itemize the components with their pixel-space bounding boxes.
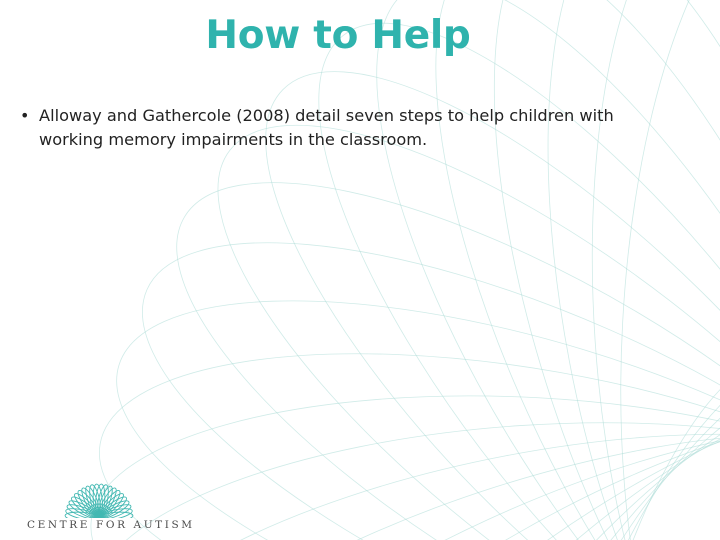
spirograph-loop [422,315,720,540]
spirograph-loop [232,302,720,540]
spirograph-loop [86,152,720,540]
spirograph-loop [288,303,720,540]
sunburst-logo-icon [20,474,140,518]
spirograph-loop [282,0,720,540]
spirograph-loop [496,327,720,540]
spirograph-loop [345,0,720,540]
spirograph-loop [88,336,720,540]
spirograph-loop [108,88,720,540]
spirograph-loop [566,0,720,540]
slide-title: How to Help [205,13,471,58]
spirograph-loop [142,312,720,540]
spirograph-loop [599,0,720,540]
bullet-text: Alloway and Gathercole (2008) detail seven steps to help children with working memory impairments in the classroom. [39,106,614,149]
spirograph-loop [413,0,720,540]
bullet-item [20,104,660,152]
logo-name: CENTRE FOR AUTISM [27,519,195,531]
spirograph-loop [178,0,720,540]
bullet-list [20,104,660,152]
bullet-icon: • [20,106,30,125]
centre-for-autism-logo [20,474,195,540]
spirograph-loop [352,307,720,540]
spirograph-loop [183,305,720,540]
